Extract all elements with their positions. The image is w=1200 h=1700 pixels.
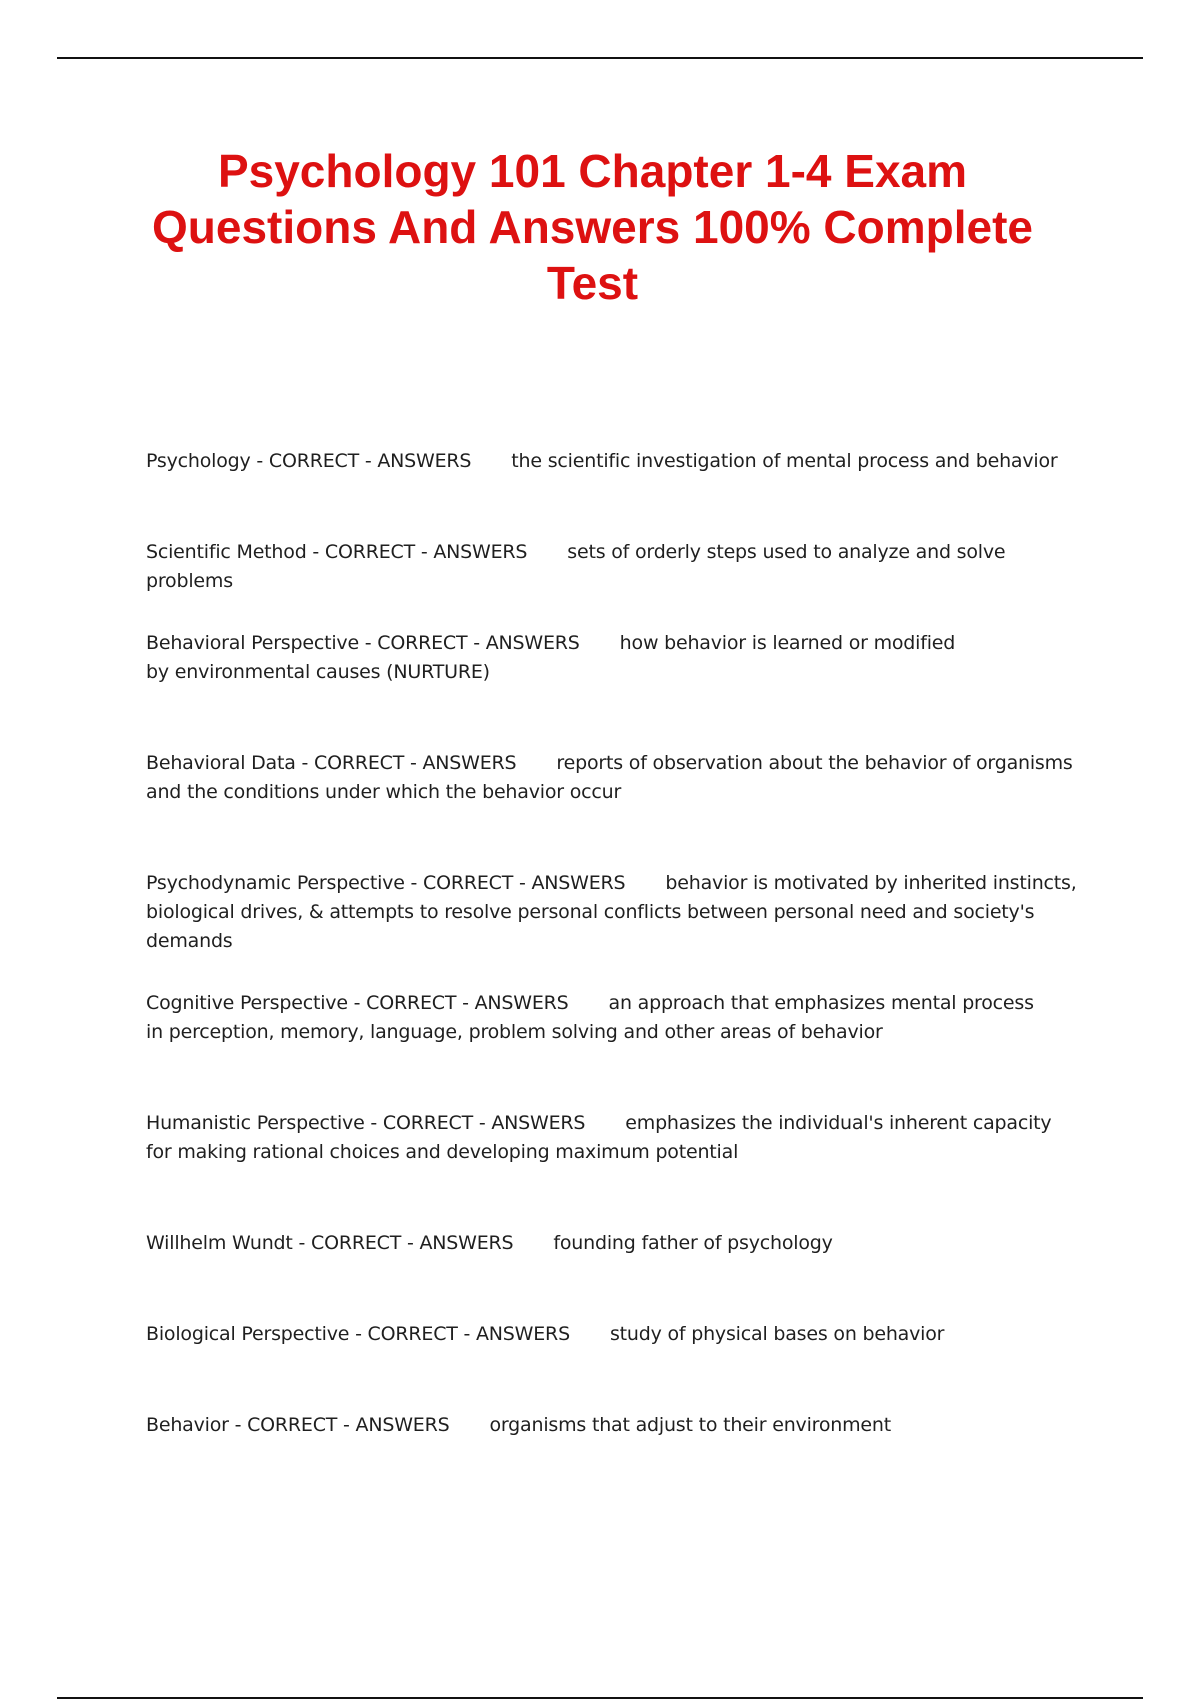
qa-item-behavioral-perspective: [146, 629, 966, 687]
qa-term: Behavior - CORRECT - ANSWERS: [146, 1414, 450, 1436]
qa-definition: how behavior is learned or modified by environmental causes (NURTURE): [146, 632, 956, 683]
qa-item-biological-perspective: [146, 1320, 1096, 1349]
qa-definition: reports of observation about the behavior of organisms and the conditions under which the behavior occur: [146, 752, 1073, 803]
qa-item-humanistic-perspective: [146, 1109, 1076, 1167]
qa-item-psychology: [146, 447, 1096, 476]
bottom-rule: [57, 1697, 1143, 1699]
qa-item-behavior: [146, 1411, 1096, 1440]
qa-term: Behavioral Perspective - CORRECT - ANSWERS: [146, 632, 580, 654]
qa-item-cognitive-perspective: [146, 989, 1046, 1047]
qa-term: Cognitive Perspective - CORRECT - ANSWERS: [146, 992, 569, 1014]
qa-term: Psychology - CORRECT - ANSWERS: [146, 450, 472, 472]
qa-definition: emphasizes the individual's inherent capacity for making rational choices and developing maximum potential: [146, 1112, 1052, 1163]
qa-term: Humanistic Perspective - CORRECT - ANSWERS: [146, 1112, 586, 1134]
top-rule: [57, 57, 1143, 59]
qa-term: Biological Perspective - CORRECT - ANSWERS: [146, 1323, 570, 1345]
qa-item-psychodynamic-perspective: [146, 869, 1096, 956]
qa-item-scientific-method: [146, 538, 1096, 596]
qa-term: Willhelm Wundt - CORRECT - ANSWERS: [146, 1232, 514, 1254]
qa-definition: founding father of psychology: [553, 1232, 833, 1254]
qa-term: Behavioral Data - CORRECT - ANSWERS: [146, 752, 517, 774]
qa-item-behavioral-data: [146, 749, 1096, 807]
qa-definition: organisms that adjust to their environment: [489, 1414, 892, 1436]
qa-definition: the scientific investigation of mental process and behavior: [511, 450, 1058, 472]
document-title: Psychology 101 Chapter 1-4 Exam Questions And Answers 100% Complete Test: [151, 145, 1034, 309]
qa-definition: behavior is motivated by inherited instincts, biological drives, & attempts to resolve personal conflicts between personal need and society's demands: [146, 872, 1077, 952]
qa-definition: an approach that emphasizes mental process in perception, memory, language, problem solving and other areas of behavior: [146, 992, 1034, 1043]
qa-item-willhelm-wundt: [146, 1229, 1096, 1258]
qa-definition: study of physical bases on behavior: [609, 1323, 945, 1345]
qa-term: Psychodynamic Perspective - CORRECT - ANSWERS: [146, 872, 626, 894]
qa-definition: sets of orderly steps used to analyze and solve problems: [146, 541, 1006, 592]
qa-term: Scientific Method - CORRECT - ANSWERS: [146, 541, 528, 563]
